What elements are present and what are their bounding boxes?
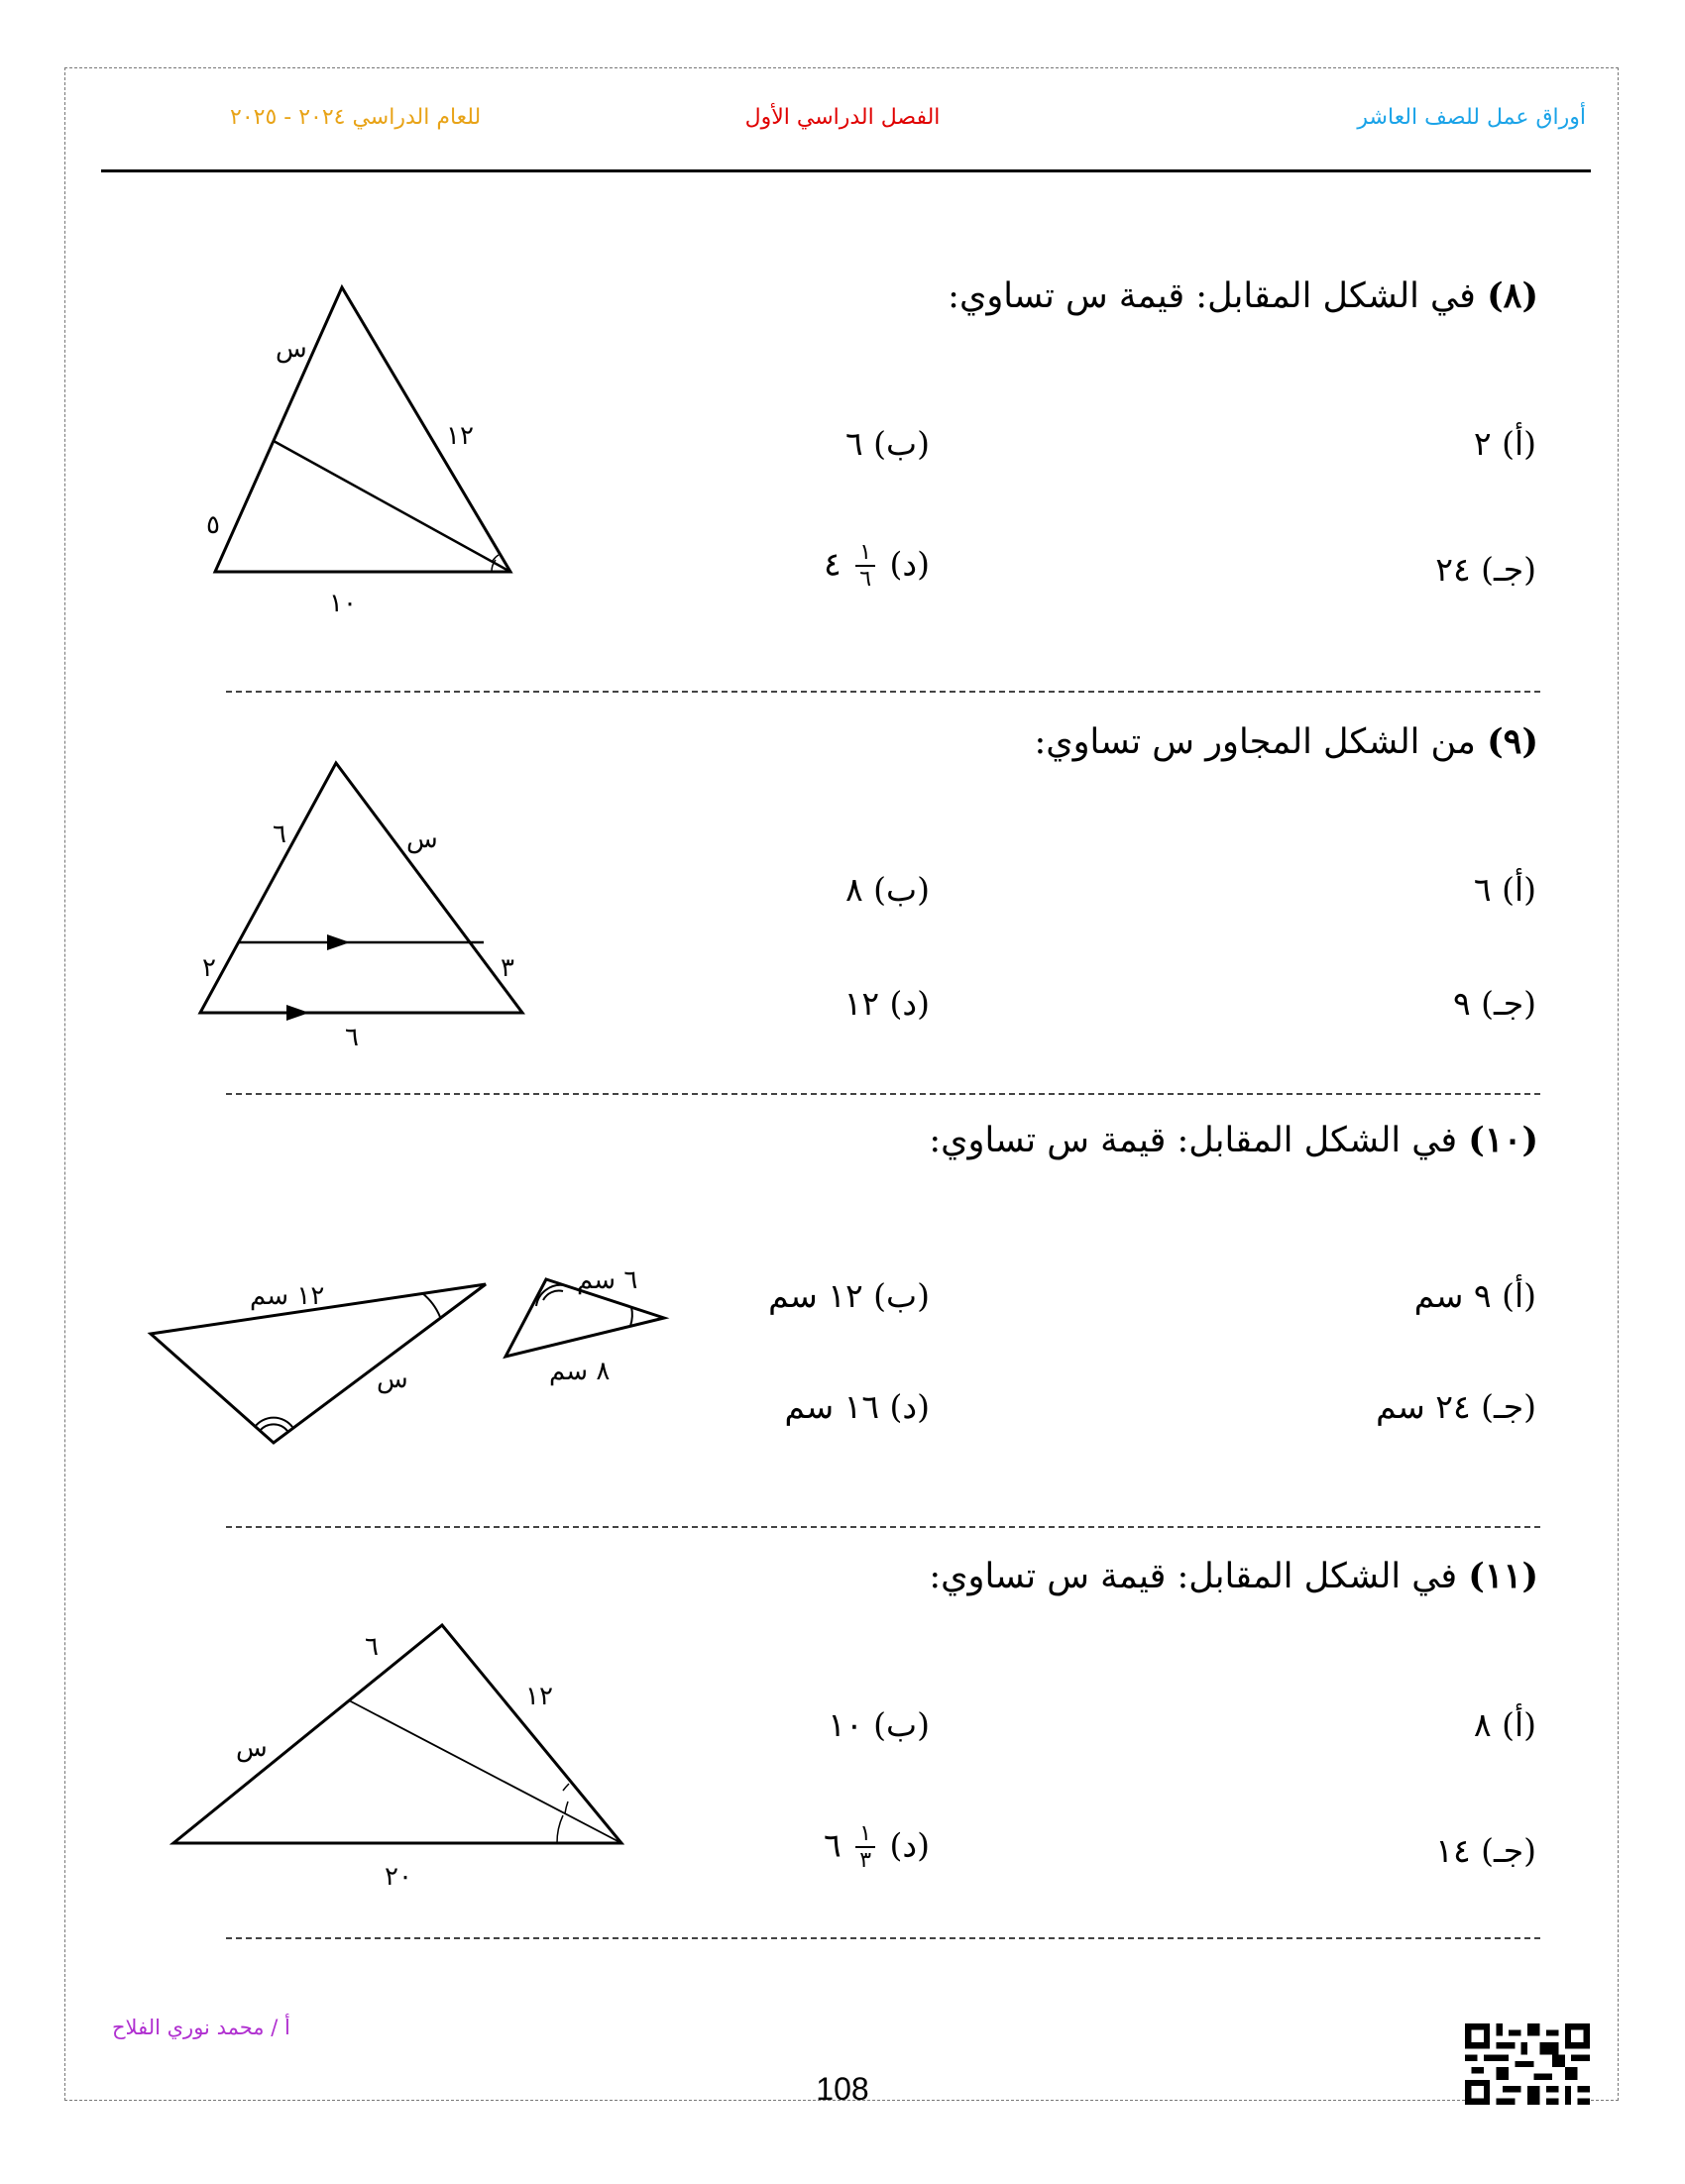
- label-20: ٢٠: [385, 1862, 412, 1892]
- option-a[interactable]: (أ) ٢: [1473, 424, 1536, 463]
- angle-mark: [543, 1291, 563, 1300]
- option-c[interactable]: (جـ) ١٤: [1435, 1831, 1536, 1870]
- angle-bisector: [274, 441, 510, 572]
- separator: [226, 1526, 1540, 1528]
- option-b[interactable]: (ب) ١٢ سم: [768, 1276, 930, 1315]
- label-8cm: ٨ سم: [549, 1357, 611, 1386]
- header-rule: [101, 169, 1591, 172]
- separator: [226, 691, 1540, 693]
- label-2: ٢: [202, 953, 216, 983]
- parallel-arrow: [286, 1005, 309, 1021]
- question-prompt: في الشكل المقابل: قيمة س تساوي:: [929, 1121, 1458, 1160]
- page-number: 108: [816, 2071, 869, 2107]
- separator: [226, 1093, 1540, 1095]
- figure-q10: [139, 1249, 694, 1467]
- fraction-numerator: ١: [855, 542, 875, 567]
- angle-bisector: [349, 1700, 621, 1843]
- option-d-whole: ٤: [823, 544, 842, 584]
- label-12cm: ١٢ سم: [250, 1281, 325, 1311]
- angle-mark: [630, 1307, 632, 1326]
- angle-mark: [557, 1815, 563, 1843]
- label-6: ٦: [365, 1632, 379, 1662]
- question-prompt: في الشكل المقابل: قيمة س تساوي:: [948, 276, 1476, 316]
- option-d[interactable]: (د) ١٦ سم: [784, 1387, 930, 1426]
- header-worksheet-title: أوراق عمل للصف العاشر: [1357, 105, 1586, 130]
- figure-q8: [198, 277, 535, 618]
- question-number: (١١): [1468, 1556, 1538, 1596]
- angle-mark: [422, 1293, 440, 1317]
- label-5: ٥: [206, 510, 220, 540]
- label-3: ٣: [501, 953, 514, 983]
- label-x: س: [236, 1733, 268, 1763]
- label-x: س: [377, 1365, 408, 1394]
- fraction-denominator: ٣: [859, 1848, 872, 1873]
- question-number: (٨): [1487, 275, 1538, 316]
- header-semester: الفصل الدراسي الأول: [744, 105, 941, 130]
- author-name: أ / محمد نوري الفلاح: [112, 2016, 290, 2039]
- question-9: [1034, 721, 1538, 762]
- figure-q9: [188, 753, 545, 1050]
- angle-mark: [260, 1424, 287, 1431]
- question-number: (١٠): [1468, 1120, 1538, 1160]
- qr-code-icon[interactable]: [1465, 2023, 1590, 2105]
- question-10: [929, 1120, 1538, 1160]
- option-d[interactable]: [824, 542, 930, 591]
- angle-mark: [565, 1802, 568, 1813]
- question-11: [929, 1556, 1538, 1596]
- triangle: [200, 763, 522, 1013]
- question-prompt: في الشكل المقابل: قيمة س تساوي:: [929, 1557, 1458, 1596]
- question-8: [948, 275, 1538, 316]
- angle-mark: [563, 1784, 569, 1791]
- option-d[interactable]: [824, 1823, 930, 1872]
- label-12: ١٢: [446, 421, 474, 451]
- label-x: س: [276, 334, 307, 364]
- option-c[interactable]: (جـ) ٢٤: [1435, 550, 1536, 589]
- option-d-fraction: [855, 1823, 875, 1872]
- option-d-prefix: (د): [889, 1825, 930, 1865]
- label-10: ١٠: [329, 589, 357, 618]
- header-school-year: للعام الدراسي ٢٠٢٤ - ٢٠٢٥: [230, 105, 482, 130]
- question-number: (٩): [1487, 721, 1538, 762]
- option-b[interactable]: (ب) ٨: [844, 870, 930, 909]
- option-d-prefix: (د): [889, 544, 930, 584]
- angle-mark: [255, 1418, 292, 1427]
- option-c[interactable]: (جـ) ٩: [1452, 984, 1536, 1023]
- label-6: ٦: [273, 819, 286, 849]
- option-d[interactable]: (د) ١٢: [843, 984, 930, 1023]
- label-6-base: ٦: [345, 1023, 359, 1052]
- option-d-fraction: [855, 542, 875, 591]
- label-x: س: [406, 824, 438, 854]
- parallel-arrow: [327, 934, 350, 950]
- label-12: ١٢: [525, 1682, 553, 1711]
- figure-q11: [159, 1605, 634, 1903]
- option-a[interactable]: (أ) ٦: [1473, 870, 1536, 909]
- label-6cm: ٦ سم: [577, 1265, 638, 1295]
- separator: [226, 1937, 1540, 1939]
- option-a[interactable]: (أ) ٩ سم: [1413, 1276, 1536, 1315]
- fraction-numerator: ١: [855, 1823, 875, 1848]
- option-b[interactable]: (ب) ١٠: [828, 1705, 930, 1744]
- fraction-denominator: ٦: [859, 567, 872, 592]
- option-c[interactable]: (جـ) ٢٤ سم: [1376, 1387, 1536, 1426]
- option-d-whole: ٦: [823, 1825, 842, 1865]
- option-a[interactable]: (أ) ٨: [1473, 1705, 1536, 1744]
- option-b[interactable]: (ب) ٦: [844, 424, 930, 463]
- question-prompt: من الشكل المجاور س تساوي:: [1034, 722, 1476, 762]
